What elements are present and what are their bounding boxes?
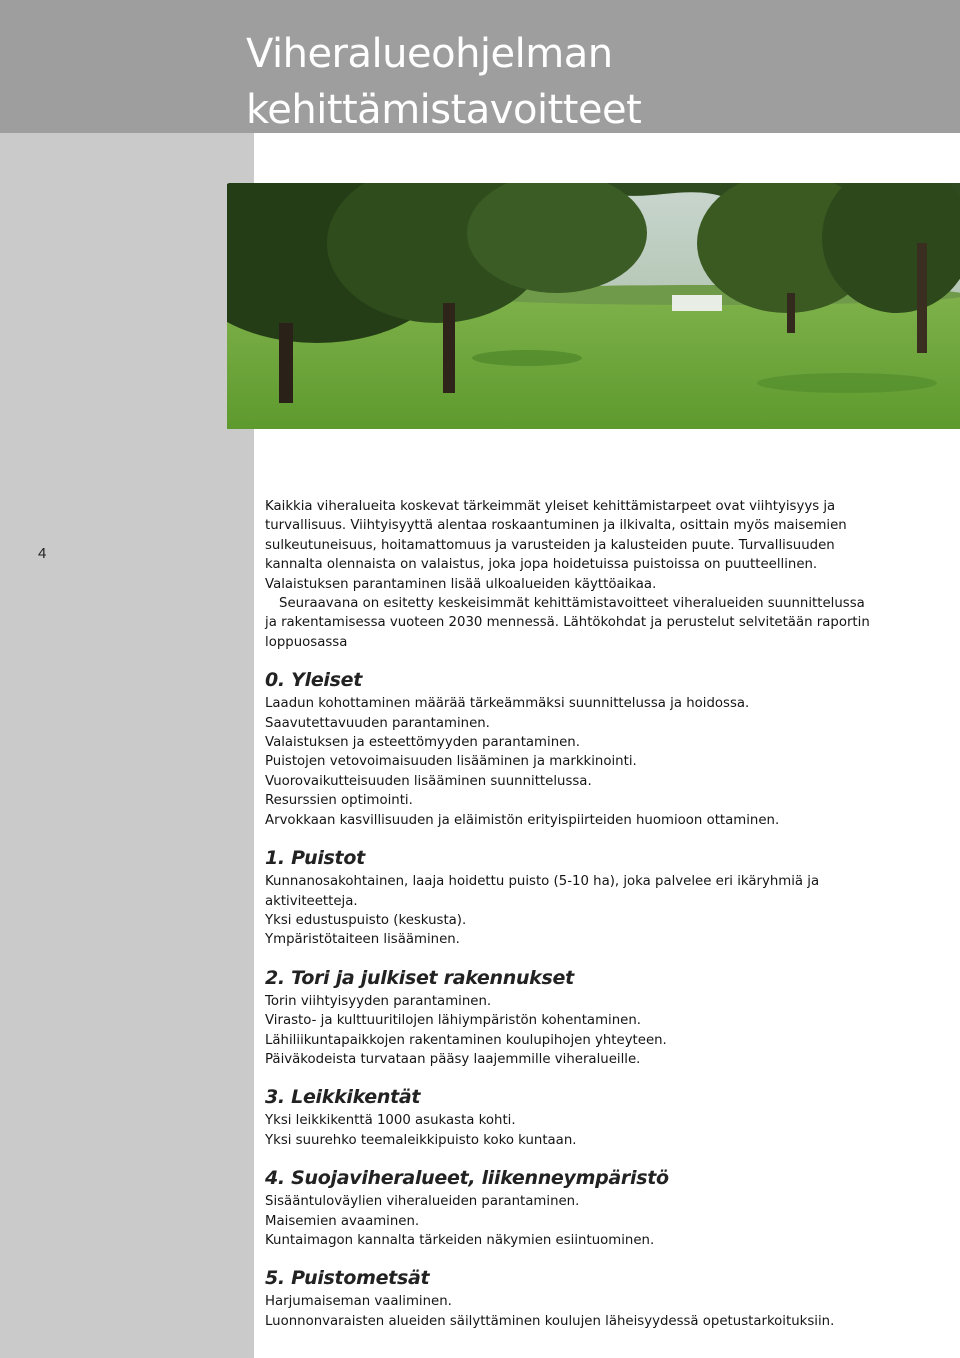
section-heading: 3. Leikkikentät: [265, 1086, 421, 1109]
section-heading: 2. Tori ja julkiset rakennukset: [265, 966, 574, 989]
list-item: Puistojen vetovoimaisuuden lisääminen ja markkinointi.: [265, 754, 637, 770]
list-item: Luonnonvaraisten alueiden säilyttäminen koulujen läheisyydessä opetustarkoituksiin.: [265, 1313, 835, 1329]
list-item: Saavutettavuuden parantaminen.: [265, 715, 490, 731]
section-tori: [265, 966, 870, 1070]
section-suojaviheralueet: [265, 1166, 870, 1250]
section-leikkikentat: [265, 1085, 870, 1150]
park-photo-illustration: [227, 183, 960, 429]
section-puistometsat: [265, 1266, 870, 1331]
list-item: Maisemien avaaminen.: [265, 1213, 420, 1229]
list-item: Torin viihtyisyyden parantaminen.: [265, 993, 492, 1009]
section-puistot: [265, 846, 870, 950]
list-item: Lähiliikuntapaikkojen rakentaminen koulupihojen yhteyteen.: [265, 1032, 667, 1048]
list-item: Kunnanosakohtainen, laaja hoidettu puisto (5-10 ha), joka palvelee eri ikäryhmiä ja aktiviteetteja.: [265, 874, 820, 909]
left-sidebar-band: [0, 133, 254, 1358]
section-yleiset: [265, 668, 870, 830]
intro-paragraph-1: Kaikkia viheralueita koskevat tärkeimmät yleiset kehittämistarpeet ovat viihtyisyys ja turvallisuus. Viihtyisyyttä alentaa roskaantuminen ja ilkivalta, osittain myös maisemien sulkeutuneisuus, hoitamattomuus ja varusteiden ja kalusteiden puute. Turvallisuuden kannalta olennaista on valaistus, joka jopa hoidetuissa puistoissa on puutteellinen. Valaistuksen parantaminen lisää ulkoalueiden käyttöaikaa.: [265, 499, 847, 592]
list-item: Ympäristötaiteen lisääminen.: [265, 932, 460, 948]
list-item: Kuntaimagon kannalta tärkeiden näkymien esiintuominen.: [265, 1232, 655, 1248]
page-title: [246, 26, 641, 138]
page-number: 4: [38, 545, 47, 562]
main-content: [265, 497, 870, 1331]
list-item: Yksi suurehko teemaleikkipuisto koko kuntaan.: [265, 1132, 577, 1148]
intro-paragraph-2: Seuraavana on esitetty keskeisimmät kehittämistavoitteet viheralueiden suunnittelussa ja rakentamisessa vuoteen 2030 mennessä. Lähtökohdat ja perustelut selvitetään raportin loppuosassa: [265, 596, 870, 650]
page-title-line-2: kehittämistavoitteet: [246, 87, 642, 133]
page-title-line-1: Viheralueohjelman: [246, 31, 613, 77]
list-item: Yksi leikkikenttä 1000 asukasta kohti.: [265, 1113, 516, 1129]
list-item: Laadun kohottaminen määrää tärkeämmäksi suunnittelussa ja hoidossa.: [265, 696, 750, 712]
list-item: Vuorovaikutteisuuden lisääminen suunnittelussa.: [265, 773, 592, 789]
park-photo: [227, 183, 960, 429]
list-item: Arvokkaan kasvillisuuden ja eläimistön erityispiirteiden huomioon ottaminen.: [265, 812, 780, 828]
section-heading: 5. Puistometsät: [265, 1267, 430, 1290]
list-item: Resurssien optimointi.: [265, 793, 413, 809]
section-heading: 1. Puistot: [265, 847, 365, 870]
section-heading: 0. Yleiset: [265, 669, 363, 692]
section-heading: 4. Suojaviheralueet, liikenneympäristö: [265, 1167, 669, 1190]
list-item: Yksi edustuspuisto (keskusta).: [265, 912, 467, 928]
list-item: Sisääntuloväylien viheralueiden parantaminen.: [265, 1194, 580, 1210]
list-item: Virasto- ja kulttuuritilojen lähiympäristön kohentaminen.: [265, 1013, 641, 1029]
list-item: Harjumaiseman vaaliminen.: [265, 1294, 452, 1310]
list-item: Päiväkodeista turvataan pääsy laajemmille viheralueille.: [265, 1051, 641, 1067]
list-item: Valaistuksen ja esteettömyyden parantaminen.: [265, 735, 580, 751]
